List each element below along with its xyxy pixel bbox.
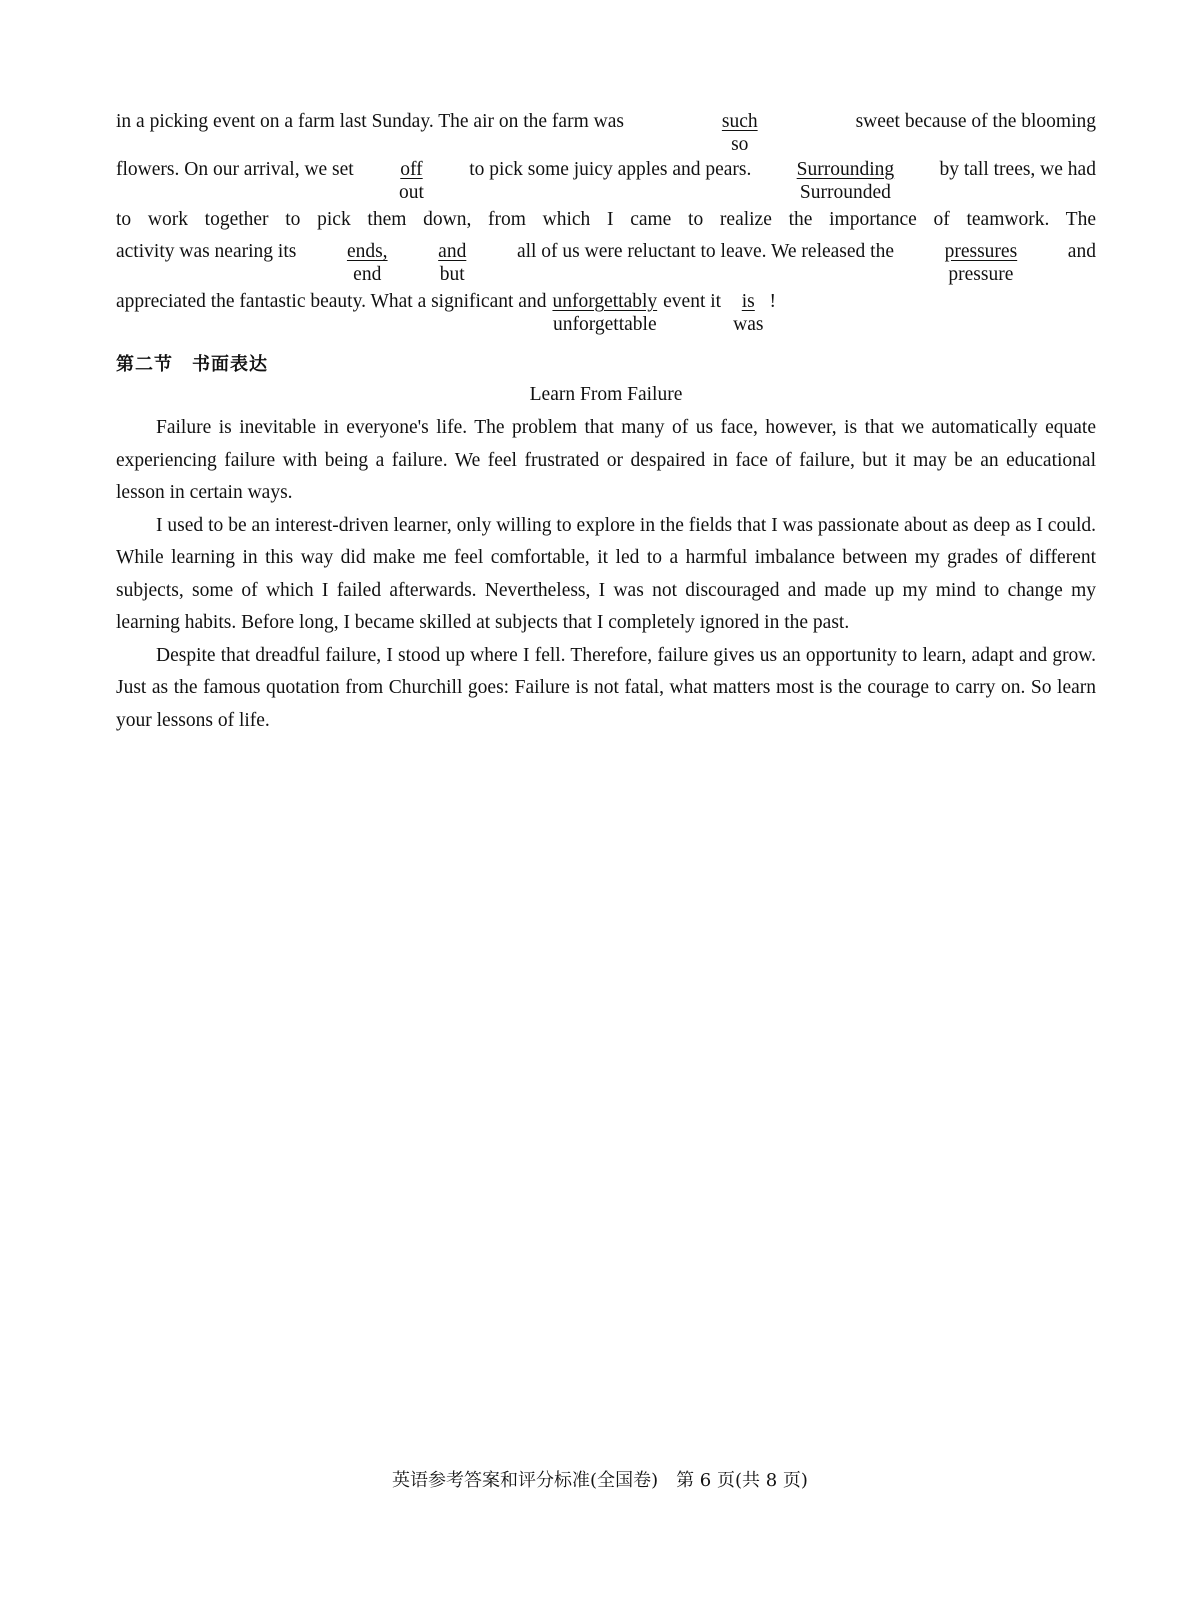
corrected-word: but — [439, 264, 465, 285]
text-segment: and — [1067, 241, 1096, 262]
correction-line-4 — [116, 240, 1096, 290]
correction-is-was — [733, 290, 763, 336]
original-word: and — [438, 241, 467, 262]
original-word: pressures — [944, 241, 1018, 262]
essay-body — [116, 412, 1096, 737]
essay-title: Learn From Failure — [529, 384, 683, 405]
essay-paragraph-3: Despite that dreadful failure, I stood up where I fell. Therefore, failure gives us an opportunity to learn, adapt and grow. Just as the famous quotation from Churchill goes: Failure is not fatal, what matters most is the courage to carry on. So learn your lessons of life. — [116, 644, 1096, 731]
correction-line-3 — [116, 208, 1096, 240]
text-segment: flowers. On our arrival, we set — [116, 159, 354, 180]
corrected-word: unforgettable — [553, 314, 657, 335]
text-segment: ! — [769, 291, 776, 312]
original-word: such — [721, 111, 758, 132]
essay-paragraph-2: I used to be an interest-driven learner, only willing to explore in the fields that I was passionate about as deep as I could. While learning in this way did make me feel comfortable, it led to a harmful imbalance between my grades of different subjects, some of which I failed afterwards. Nevertheless, I was not discouraged and made up my mind to change my learning habits. Before long, I became skilled at subjects that I completely ignored in the past. — [116, 514, 1096, 633]
correction-line-1 — [116, 110, 1096, 158]
text-segment: all of us were reluctant to leave. We released the — [516, 241, 894, 262]
correction-off-out — [399, 158, 424, 204]
text-segment: sweet because of the blooming — [855, 111, 1096, 132]
corrected-word: pressure — [948, 264, 1014, 285]
correction-line-2 — [116, 158, 1096, 208]
original-word: is — [741, 291, 755, 312]
text-segment: by tall trees, we had — [939, 159, 1096, 180]
answer-page — [116, 110, 1096, 737]
section-title: 第二节 书面表达 — [116, 354, 268, 375]
corrected-word: end — [353, 264, 382, 285]
corrected-word: so — [731, 134, 749, 155]
text-segment: to pick some juicy apples and pears. — [469, 159, 752, 180]
correction-pressures — [945, 240, 1018, 286]
essay-paragraph-1: Failure is inevitable in everyone's life. The problem that many of us face, however, is that we automatically equate experiencing failure with being a failure. We feel frustrated or despaired in face of failure, but it may be an educational lesson in certain ways. — [116, 417, 1096, 503]
correction-unforgettably — [552, 290, 657, 336]
corrected-word: was — [733, 314, 764, 335]
text-segment: appreciated the fantastic beauty. What a significant and — [116, 291, 547, 312]
correction-line-5 — [116, 290, 1096, 336]
original-word: ends, — [346, 241, 388, 262]
corrected-word: out — [399, 182, 424, 203]
original-word: unforgettably — [552, 291, 658, 312]
page-footer: 英语参考答案和评分标准(全国卷) 第 6 页(共 8 页) — [392, 1470, 808, 1491]
error-correction-block — [116, 110, 1096, 336]
text-segment: to work together to pick them down, from which I came to realize the importance of teamwork. The — [116, 209, 1096, 230]
corrected-word: Surrounded — [799, 182, 891, 203]
original-word: Surrounding — [796, 159, 895, 180]
correction-ends-end — [347, 240, 388, 286]
correction-surrounding — [797, 158, 895, 204]
text-segment: in a picking event on a farm last Sunday. The air on the farm was — [116, 111, 624, 132]
correction-such-so — [722, 110, 758, 156]
text-segment: event it — [663, 291, 722, 312]
text-segment: activity was nearing its — [116, 241, 297, 262]
original-word: off — [400, 159, 423, 180]
correction-and-but — [438, 240, 466, 286]
